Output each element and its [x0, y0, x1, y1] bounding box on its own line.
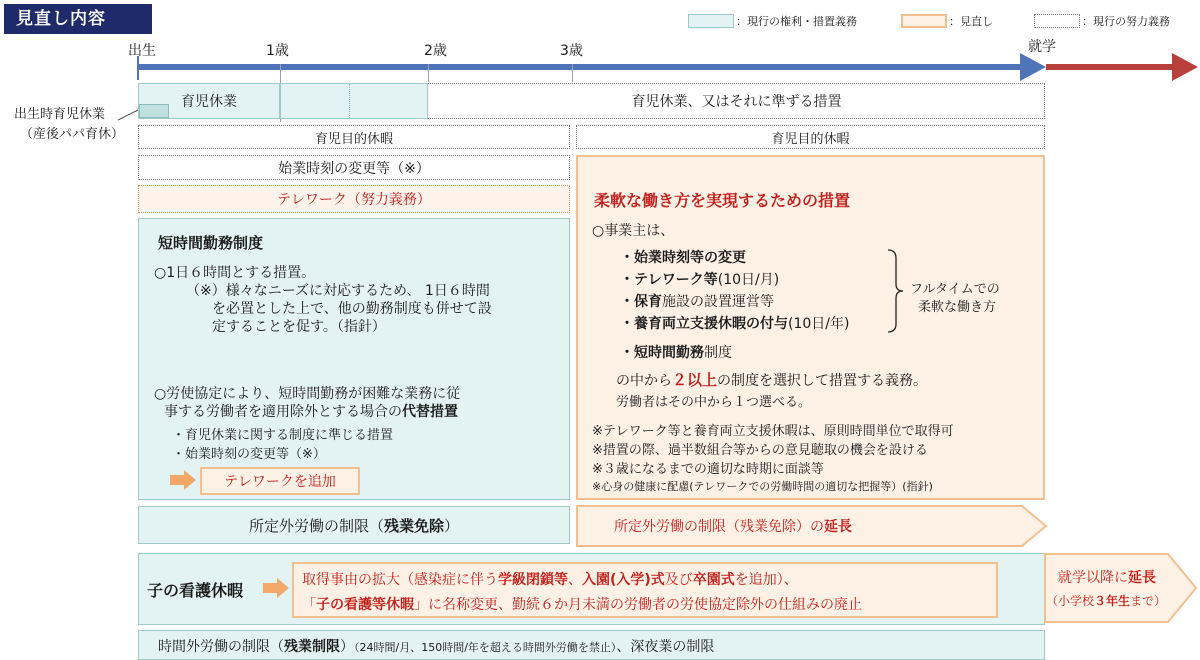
legend — [688, 14, 1198, 30]
legend-swatch-revision — [901, 14, 947, 28]
sick-child-after-school-line1: 就学以降に延長 — [1058, 570, 1156, 586]
short-hours-note1: （※）様々なニーズに対応するため、 1日６時間 — [186, 283, 490, 299]
short-hours-note2: を必置とした上で、他の勤務制度も併せて設 — [212, 301, 492, 317]
flex-employer: ○事業主は、 — [592, 223, 675, 239]
timeline-arrows — [0, 50, 1200, 86]
side-label-line1: 出生時育児休業 — [14, 107, 106, 122]
flex-brace-label1: フルタイムでの — [910, 282, 1000, 297]
sick-child-line1: 取得事由の拡大（感染症に伴う学級閉鎖等、入園(入学)式及び卒園式を追加）、 — [302, 572, 798, 588]
timeline-red-bar — [1046, 64, 1176, 70]
flex-note4: ※心身の健康に配慮(テレワークでの労働時間の適切な把握等）(指針) — [592, 480, 933, 493]
legend-label-revision: ：見直し — [949, 15, 993, 28]
tick-line-age3 — [572, 64, 573, 82]
short-hours-p2-line2 — [164, 401, 458, 421]
timeline-blue-bar — [138, 64, 1022, 70]
timeline-label-birth: 出生 — [128, 43, 156, 59]
purpose-leave-box-1: 育児目的休暇 — [138, 125, 570, 149]
childcare-leave-box: 育児休業 — [138, 83, 280, 119]
telework-effort-box — [138, 185, 570, 213]
tick-line-age2 — [428, 64, 429, 82]
legend-swatch-current — [688, 14, 734, 28]
overtime-extension-label: 所定外労働の制限（残業免除）の延長 — [614, 519, 852, 535]
telework-effort-label: テレワーク（努力義務） — [277, 192, 431, 208]
short-hours-p2-line1: ○労使協定により、短時間勤務が困難な業務に従 — [154, 386, 461, 402]
sick-child-extension-shape — [1044, 553, 1198, 623]
overtime-limit-label: 時間外労働の制限（残業制限）（24時間/月、150時間/年を超える時間外労働を禁止）、深夜業の制限 — [158, 639, 715, 655]
childcare-leave-ext-label: 育児休業、又はそれに準ずる措置 — [631, 94, 842, 110]
add-telework-label: テレワークを追加 — [224, 474, 336, 490]
timeline-blue-arrowhead — [1020, 53, 1046, 81]
side-label-line2: （産後パパ育休） — [20, 127, 125, 142]
childcare-leave-age1-2-box — [280, 83, 428, 119]
flex-choose-line2: 労働者はその中から１つ選べる。 — [616, 395, 812, 410]
flex-item-start-time: ・始業時刻等の変更 — [620, 250, 746, 266]
add-telework-box — [200, 467, 360, 495]
page-title: 見直し内容 — [4, 4, 152, 34]
short-hours-bullet2: ・始業時刻の変更等（※） — [172, 447, 326, 462]
short-hours-title: 短時間勤務制度 — [158, 234, 264, 252]
short-hours-p1: ○1日６時間とする措置。 — [154, 265, 316, 281]
flex-brace-icon — [886, 248, 906, 334]
birth-leave-marker — [139, 104, 169, 118]
timeline-label-school: 就学 — [1028, 39, 1056, 55]
legend-swatch-effort — [1034, 14, 1080, 28]
timeline-label-age1: 1歳 — [266, 43, 289, 59]
sick-child-after-school-line2: （小学校３年生まで） — [1046, 594, 1167, 608]
timeline-label-age3: 3歳 — [560, 43, 583, 59]
short-hours-alt-measure: 代替措置 — [402, 404, 458, 420]
sick-child-arrow-icon — [263, 578, 291, 598]
childcare-leave-divider — [349, 84, 350, 118]
short-hours-note3: 定することを促す。（指針） — [212, 319, 386, 335]
legend-label-effort: ：現行の努力義務 — [1082, 15, 1170, 28]
timeline-red-arrowhead — [1172, 53, 1198, 81]
start-time-change-box: 始業時刻の変更等（※） — [138, 155, 570, 180]
flex-item-telework: ・テレワーク等(10日/月) — [620, 272, 780, 288]
flex-note1: ※テレワーク等と養育両立支援休暇は、原則時間単位で取得可 — [592, 424, 954, 439]
overtime-exemption-box: 所定外労働の制限（ 残業免除 ） — [138, 506, 570, 544]
flex-brace-label2: 柔軟な働き方 — [918, 300, 997, 315]
flex-note2: ※措置の際、過半数組合等からの意見聴取の機会を設ける — [592, 443, 928, 458]
add-telework-arrow-icon — [170, 470, 198, 490]
flex-item-short-hours: ・短時間勤務制度 — [620, 345, 732, 361]
sick-child-leave-title: 子の看護休暇 — [147, 581, 244, 600]
flex-choose-line: の中から２以上の制度を選択して措置する義務。 — [616, 371, 928, 389]
purpose-leave-box-2: 育児目的休暇 — [576, 125, 1045, 149]
short-hours-p2-line2-text: 事する労働者を適用除外とする場合の — [164, 404, 402, 420]
flex-title: 柔軟な働き方を実現するための措置 — [594, 191, 851, 210]
legend-label-current: ：現行の権利・措置義務 — [736, 15, 857, 28]
sick-child-line2: 「子の看護等休暇」に名称変更、勤続６か月未満の労働者の労使協定除外の仕組みの廃止 — [302, 597, 862, 613]
flex-note3: ※３歳になるまでの適切な時期に面談等 — [592, 462, 824, 477]
short-hours-bullet1: ・育児休業に関する制度に準じる措置 — [172, 428, 394, 443]
timeline-label-age2: 2歳 — [424, 43, 447, 59]
flex-item-support-leave: ・養育両立支援休暇の付与(10日/年) — [620, 316, 850, 332]
flex-item-daycare: ・保育施設の設置運営等 — [620, 294, 774, 310]
